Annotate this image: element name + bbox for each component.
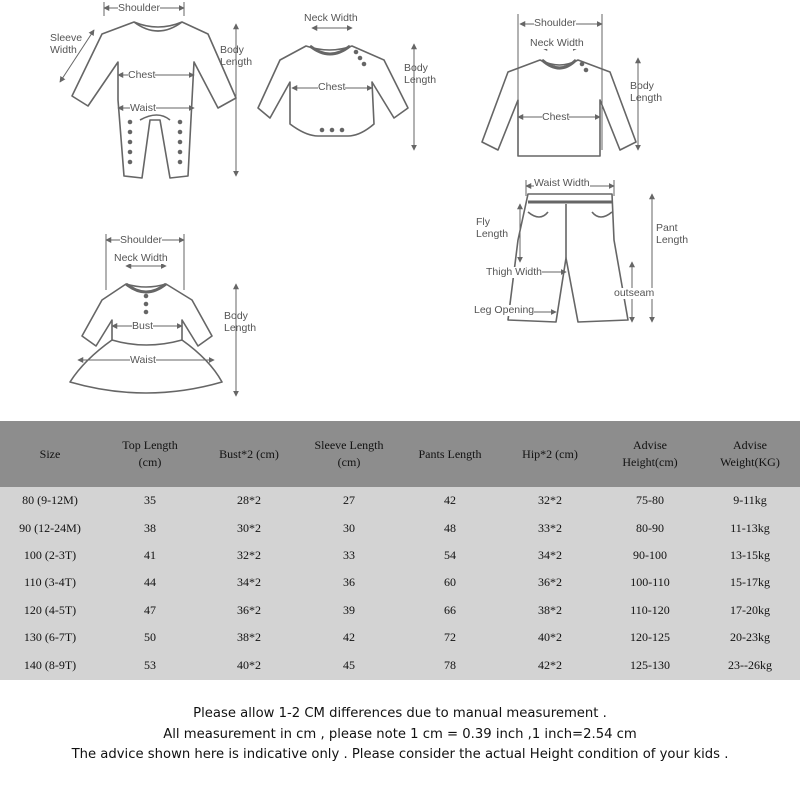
table-cell: 130 (6-7T): [23, 630, 77, 645]
column-header-label: Hip*2 (cm): [522, 446, 578, 461]
column-header: [700, 421, 800, 487]
column-header-label: Sleeve Length: [314, 438, 384, 452]
table-cell: 34*2: [237, 575, 261, 590]
pants-fly-length-label: Fly Length: [476, 216, 509, 240]
table-cell: 38: [144, 520, 156, 535]
pants-outseam-label: outseam: [614, 287, 655, 299]
table-row: [0, 569, 800, 596]
pants-waist-width-label: Waist Width: [534, 177, 590, 189]
top-chest-label: Chest: [542, 111, 570, 123]
table-cell: 75-80: [636, 493, 664, 508]
table-cell: 38*2: [538, 602, 562, 617]
table-cell: 100-110: [630, 575, 670, 590]
table-cell: 9-11kg: [733, 493, 767, 508]
romper-shoulder-label: Shoulder: [118, 2, 161, 14]
dress-drawing: [70, 284, 222, 393]
table-cell: 30: [343, 520, 355, 535]
column-header-unit: Height(cm): [622, 455, 678, 469]
table-cell: 90-100: [633, 547, 667, 562]
table-cell: 110-120: [630, 602, 670, 617]
table-cell: 42: [343, 630, 355, 645]
column-header-unit: (cm): [138, 455, 162, 469]
table-cell: 54: [444, 547, 456, 562]
table-row: [0, 624, 800, 651]
bodysuit-chest-label: Chest: [318, 81, 346, 93]
size-notes: [0, 704, 800, 766]
column-header-label: Size: [39, 446, 61, 461]
table-cell: 120-125: [630, 630, 670, 645]
column-header: [298, 421, 400, 487]
romper-sleeve-width-label: Sleeve Width: [50, 32, 83, 56]
dress-body-length-label: Body Length: [224, 310, 257, 334]
note-conversion: All measurement in cm , please note 1 cm = 0.39 inch ,1 inch=2.54 cm: [163, 726, 637, 742]
dress-bust-label: Bust: [132, 320, 154, 332]
table-cell: 120 (4-5T): [23, 602, 77, 617]
pants-drawing: [508, 194, 628, 322]
table-cell: 15-17kg: [730, 575, 770, 590]
bodysuit-body-length-label: Body Length: [404, 62, 437, 86]
pants-thigh-width-label: Thigh Width: [486, 266, 543, 278]
column-header: [100, 421, 200, 487]
romper-drawing: [72, 22, 236, 178]
column-header: [600, 421, 700, 487]
top-drawing: [482, 60, 636, 156]
pants-leg-opening-label: Leg Opening: [474, 304, 535, 316]
table-cell: 80 (9-12M): [22, 493, 78, 508]
table-cell: 20-23kg: [730, 630, 770, 645]
column-header-label: Advise: [633, 438, 667, 452]
table-cell: 42*2: [538, 657, 562, 672]
table-cell: 27: [343, 493, 355, 508]
table-cell: 17-20kg: [730, 602, 770, 617]
table-cell: 38*2: [237, 630, 261, 645]
table-row: [0, 597, 800, 624]
top-shoulder-label: Shoulder: [534, 17, 577, 29]
table-row: [0, 514, 800, 541]
table-row: [0, 542, 800, 569]
table-header-row: [0, 421, 800, 487]
column-header-label: Top Length: [122, 438, 178, 452]
column-header: [500, 421, 600, 487]
table-cell: 11-13kg: [730, 520, 770, 535]
romper-waist-label: Waist: [130, 102, 156, 114]
dress-neck-width-label: Neck Width: [114, 252, 168, 264]
table-cell: 40*2: [538, 630, 562, 645]
size-table: [0, 421, 800, 679]
table-cell: 34*2: [538, 547, 562, 562]
table-cell: 33*2: [538, 520, 562, 535]
table-cell: 32*2: [538, 493, 562, 508]
note-advice: The advice shown here is indicative only . Please consider the actual Height condition of your kids .: [71, 747, 729, 762]
dress-waist-label: Waist: [130, 354, 156, 366]
table-cell: 53: [144, 657, 156, 672]
table-cell: 44: [144, 575, 156, 590]
column-header-label: Advise: [733, 438, 767, 452]
table-cell: 110 (3-4T): [24, 575, 76, 590]
column-header-unit: Weight(KG): [720, 455, 780, 469]
table-cell: 100 (2-3T): [23, 547, 77, 562]
table-cell: 40*2: [237, 657, 261, 672]
note-allowance: Please allow 1-2 CM differences due to manual measurement .: [193, 706, 607, 721]
table-cell: 36*2: [538, 575, 562, 590]
top-body-length-label: Body Length: [630, 80, 663, 104]
table-cell: 35: [144, 493, 156, 508]
size-table-container: [0, 421, 800, 680]
table-cell: 60: [444, 575, 456, 590]
table-cell: 80-90: [636, 520, 664, 535]
pants-pant-length-label: Pant Length: [656, 222, 689, 246]
table-cell: 48: [444, 520, 456, 535]
table-cell: 33: [343, 547, 355, 562]
table-cell: 23--26kg: [728, 657, 772, 672]
table-cell: 125-130: [630, 657, 670, 672]
table-cell: 42: [444, 493, 456, 508]
table-cell: 45: [343, 657, 355, 672]
table-cell: 90 (12-24M): [19, 520, 81, 535]
table-cell: 47: [144, 602, 156, 617]
column-header-label: Pants Length: [418, 446, 482, 461]
measure-lines: [60, 2, 655, 396]
table-row: [0, 651, 800, 678]
table-cell: 140 (8-9T): [23, 657, 77, 672]
table-cell: 72: [444, 630, 456, 645]
table-cell: 30*2: [237, 520, 261, 535]
table-cell: 50: [144, 630, 156, 645]
top-neck-width-label: Neck Width: [530, 37, 584, 49]
column-header: [400, 421, 500, 487]
column-header: [200, 421, 298, 487]
table-cell: 28*2: [237, 493, 261, 508]
table-cell: 36: [343, 575, 355, 590]
table-cell: 36*2: [237, 602, 261, 617]
romper-body-length-label: Body Length: [220, 44, 253, 68]
table-cell: 13-15kg: [730, 547, 770, 562]
table-cell: 78: [444, 657, 456, 672]
column-header: [0, 421, 100, 487]
bodysuit-neck-width-label: Neck Width: [304, 12, 358, 24]
column-header-label: Bust*2 (cm): [219, 446, 279, 461]
romper-chest-label: Chest: [128, 69, 156, 81]
column-header-unit: (cm): [337, 455, 361, 469]
dress-shoulder-label: Shoulder: [120, 234, 163, 246]
table-cell: 39: [343, 602, 355, 617]
table-row: [0, 487, 800, 514]
table-cell: 32*2: [237, 547, 261, 562]
table-body: [0, 487, 800, 679]
table-cell: 66: [444, 602, 456, 617]
table-cell: 41: [144, 547, 156, 562]
